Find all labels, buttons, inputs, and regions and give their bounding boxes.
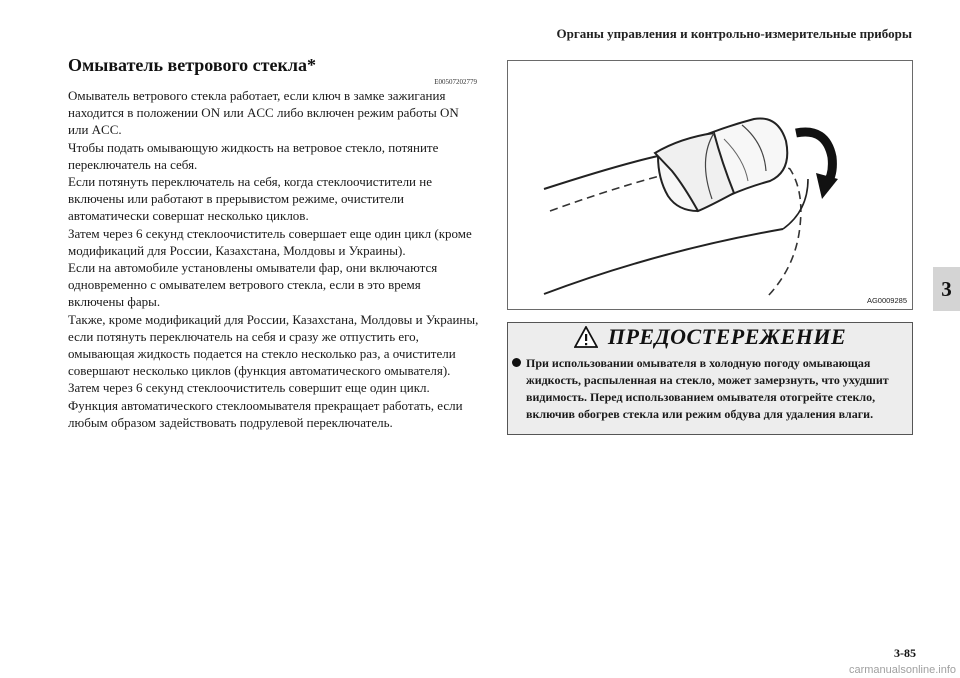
body-text [68, 87, 480, 431]
figure [507, 60, 913, 310]
warning-item [526, 355, 902, 423]
watermark: carmanualsonline.info [848, 664, 956, 676]
page-number: 3-85 [894, 646, 916, 660]
wiper-lever-pull-illustration [508, 61, 912, 309]
paragraph: Затем через 6 секунд стеклоочиститель совершает еще один цикл (кроме модификаций для России, Казахстана, Молдовы и Украины). [68, 225, 472, 258]
warning-triangle-icon [574, 326, 598, 348]
chapter-tab: 3 [933, 267, 960, 311]
paragraph: Функция автоматического стеклоомывателя прекращает работать, если любым образом задействовать подрулевой переключатель. [68, 397, 463, 430]
warning-text: При использовании омывателя в холодную погоду омывающая жидкость, распыленная на стекло, может замерзнуть, что ухудшит видимость. Перед использованием омывателя отогрейте стекло, включив обогрев стекла или режим обдува для удаления влаги. [526, 356, 889, 421]
warning-header [508, 323, 912, 351]
warning-title: ПРЕДОСТЕРЕЖЕНИЕ [607, 324, 847, 349]
paragraph: Омыватель ветрового стекла работает, если ключ в замке зажигания находится в положении ON или ACC либо включен режим работы ON или ACC. [68, 88, 459, 138]
paragraph: Если на автомобиле установлены омыватели фар, они включаются одновременно с омывателем ветрового стекла, если в это время включены фары. [68, 260, 438, 310]
paragraph: Чтобы подать омывающую жидкость на ветровое стекло, потяните переключатель на себя. [68, 139, 439, 172]
paragraph: Также, кроме модификаций для России, Казахстана, Молдовы и Украины, если потянуть переключатель на себя и сразу же отпустить его, омывающая жидкость подается на стекло несколько раз, а очистители совершают несколько циклов (функция автоматического омывателя). Затем через 6 секунд стеклоочиститель совершит еще один цикл. [68, 311, 479, 396]
paragraph: Если потянуть переключатель на себя, когда стеклоочистители не включены или работают в прерывистом режиме, очистители автоматически совершат несколько циклов. [68, 174, 432, 224]
section-code: E00507202779 [434, 78, 477, 86]
warning-box [507, 322, 913, 435]
section-title: Омыватель ветрового стекла* [68, 55, 316, 75]
running-header: Органы управления и контрольно-измерительные приборы [556, 26, 912, 41]
bullet-icon [512, 358, 521, 367]
figure-code: AG0009285 [866, 296, 907, 305]
